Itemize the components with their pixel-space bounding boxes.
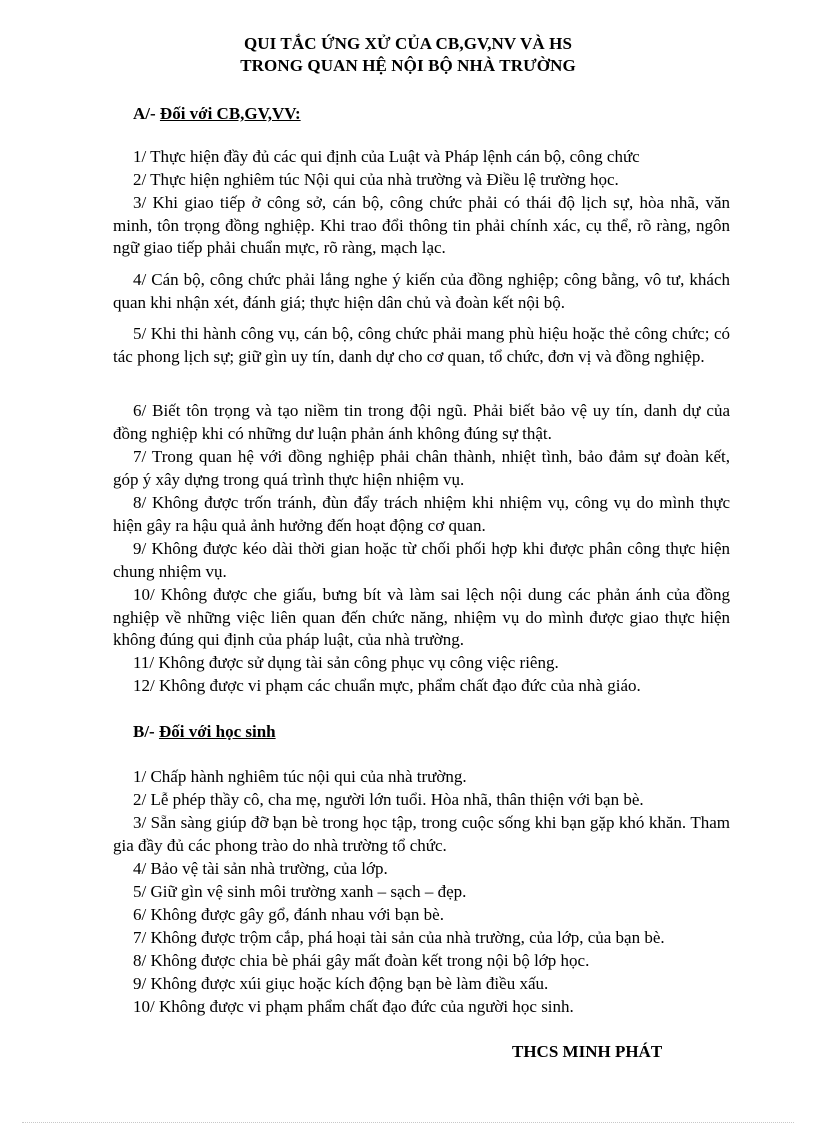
- section-b-item-6: 6/ Không được gây gổ, đánh nhau với bạn bè.: [133, 905, 444, 924]
- section-a-item-11: 11/ Không được sử dụng tài sản công phục vụ công việc riêng.: [133, 653, 559, 672]
- section-a-label: Đối với CB,GV,VV:: [159, 104, 301, 123]
- section-a-item-4: 4/ Cán bộ, công chức phải lắng nghe ý kiến của đồng nghiệp; công bằng, vô tư, khách quan khi nhận xét, đánh giá; thực hiện dân chủ và đoàn kết nội bộ.: [113, 270, 730, 312]
- section-b-item-1: 1/ Chấp hành nghiêm túc nội qui của nhà trường.: [133, 767, 467, 786]
- section-a-heading: [133, 103, 301, 124]
- section-a-item-9: 9/ Không được kéo dài thời gian hoặc từ chối phối hợp khi được phân công thực hiện chung nhiệm vụ.: [113, 539, 730, 581]
- section-a-item-3: 3/ Khi giao tiếp ở công sở, cán bộ, công chức phải có thái độ lịch sự, hòa nhã, văn minh, tôn trọng đồng nghiệp. Khi trao đổi thông tin phải chính xác, cụ thể, rõ ràng, ngôn ngữ giao tiếp phải chuẩn mực, rõ ràng, mạch lạc.: [113, 193, 730, 257]
- section-a-item-6: 6/ Biết tôn trọng và tạo niềm tin trong đội ngũ. Phải biết bảo vệ uy tín, danh dự của đồng nghiệp khi có những dư luận phản ánh không đúng sự thật.: [113, 401, 730, 443]
- section-b-item-5: 5/ Giữ gìn vệ sinh môi trường xanh – sạch – đẹp.: [133, 882, 467, 901]
- section-a-prefix: A/-: [133, 104, 160, 123]
- section-b-item-8: 8/ Không được chia bè phái gây mất đoàn kết trong nội bộ lớp học.: [133, 951, 590, 970]
- section-b-heading: [133, 721, 276, 742]
- section-b-item-4: 4/ Bảo vệ tài sản nhà trường, của lớp.: [133, 859, 388, 878]
- section-a-item-8: 8/ Không được trốn tránh, đùn đẩy trách nhiệm khi nhiệm vụ, công vụ do mình thực hiện gây ra hậu quả ảnh hưởng đến hoạt động cơ quan.: [113, 493, 730, 535]
- section-b-item-3: 3/ Sẵn sàng giúp đỡ bạn bè trong học tập, trong cuộc sống khi bạn gặp khó khăn. Tham gia đầy đủ các phong trào do nhà trường tổ chức.: [113, 813, 730, 855]
- document-title-line-1: QUI TẮC ỨNG XỬ CỦA CB,GV,NV VÀ HS: [243, 34, 573, 53]
- section-b-prefix: B/-: [133, 722, 159, 741]
- section-b-label: Đối với học sinh: [158, 722, 276, 741]
- section-a-item-2: 2/ Thực hiện nghiêm túc Nội qui của nhà trường và Điều lệ trường học.: [133, 170, 619, 189]
- section-a-item-1: 1/ Thực hiện đầy đủ các qui định của Luật và Pháp lệnh cán bộ, công chức: [133, 147, 640, 166]
- section-a-item-10: 10/ Không được che giấu, bưng bít và làm sai lệch nội dung các phản ánh của đồng nghiệp về những việc liên quan đến chức năng, nhiệm vụ do mình được giao thực hiện không đúng qui định của pháp luật, của nhà trường.: [113, 585, 730, 649]
- section-b-item-9: 9/ Không được xúi giục hoặc kích động bạn bè làm điều xấu.: [133, 974, 549, 993]
- section-a-item-7: 7/ Trong quan hệ với đồng nghiệp phải chân thành, nhiệt tình, bảo đảm sự đoàn kết, góp ý xây dựng trong quá trình thực hiện nhiệm vụ.: [113, 447, 730, 489]
- signature: THCS MINH PHÁT: [512, 1042, 663, 1061]
- section-a-item-5: 5/ Khi thi hành công vụ, cán bộ, công chức phải mang phù hiệu hoặc thẻ công chức; có tác phong lịch sự; giữ gìn uy tín, danh dự cho cơ quan, tổ chức, đơn vị và đồng nghiệp.: [113, 324, 730, 366]
- section-a-item-12: 12/ Không được vi phạm các chuẩn mực, phẩm chất đạo đức của nhà giáo.: [133, 676, 641, 695]
- section-b-item-10: 10/ Không được vi phạm phẩm chất đạo đức của người học sinh.: [133, 997, 574, 1016]
- document-title-line-2: TRONG QUAN HỆ NỘI BỘ NHÀ TRƯỜNG: [240, 56, 576, 75]
- section-b-item-2: 2/ Lễ phép thầy cô, cha mẹ, người lớn tuổi. Hòa nhã, thân thiện với bạn bè.: [133, 790, 644, 809]
- section-b-item-7: 7/ Không được trộm cắp, phá hoại tài sản của nhà trường, của lớp, của bạn bè.: [133, 928, 665, 947]
